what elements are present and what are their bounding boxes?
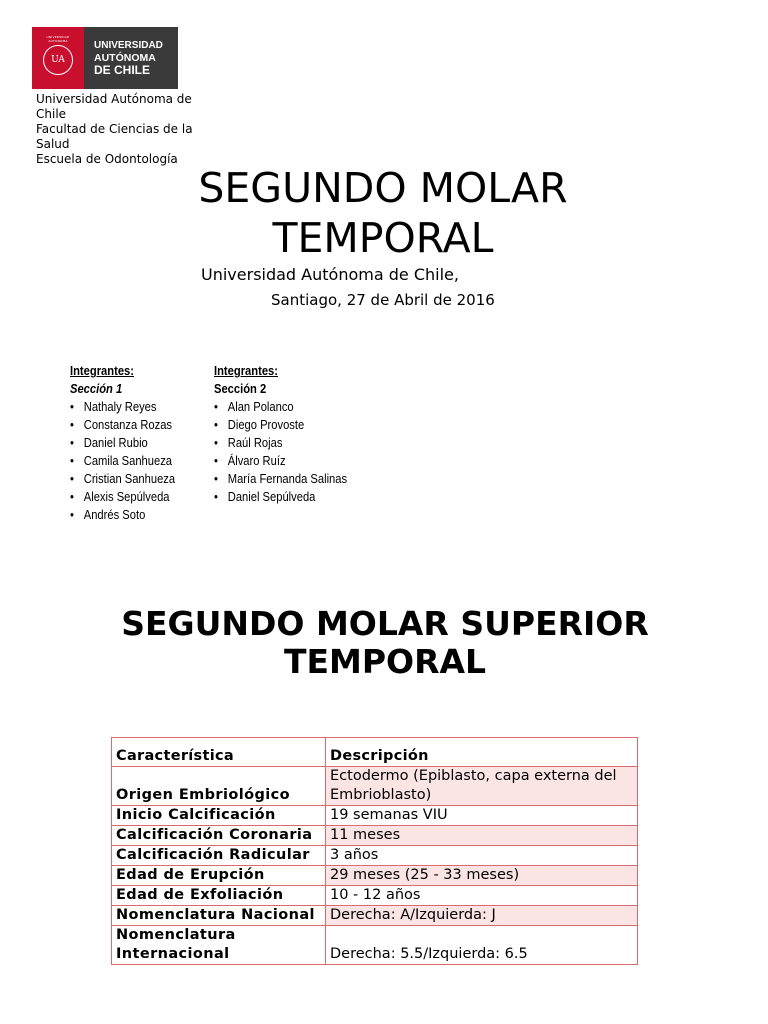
logo-tagline: UNIVERSIDAD AUTONOMA xyxy=(46,35,70,43)
column-header: Descripción xyxy=(326,738,638,767)
document-title: SEGUNDO MOLAR TEMPORAL xyxy=(198,164,568,262)
table-cell-value: 10 - 12 años xyxy=(326,886,638,906)
member-item: • Constanza Rozas xyxy=(70,416,175,434)
member-item: • Álvaro Ruíz xyxy=(214,452,347,470)
member-list xyxy=(214,398,347,506)
member-item: • Cristian Sanhueza xyxy=(70,470,175,488)
logo-emblem xyxy=(32,27,84,89)
table-cell-key: Nomenclatura Internacional xyxy=(112,926,326,965)
table-cell-key: Calcificación Coronaria xyxy=(112,826,326,846)
member-item: • Alan Polanco xyxy=(214,398,347,416)
table-row xyxy=(112,826,638,846)
table-row xyxy=(112,806,638,826)
member-item: • Andrés Soto xyxy=(70,506,175,524)
table-cell-key: Edad de Exfoliación xyxy=(112,886,326,906)
table-cell-key: Calcificación Radicular xyxy=(112,846,326,866)
table-cell-value: Derecha: 5.5/Izquierda: 6.5 xyxy=(326,926,638,965)
member-item: • Daniel Rubio xyxy=(70,434,175,452)
table-row xyxy=(112,926,638,965)
table-cell-value: 19 semanas VIU xyxy=(326,806,638,826)
member-item: • Diego Provoste xyxy=(214,416,347,434)
table-cell-value: Ectodermo (Epiblasto, capa externa del Embrioblasto) xyxy=(326,767,638,806)
section-2-members xyxy=(214,362,347,506)
table-cell-value: Derecha: A/Izquierda: J xyxy=(326,906,638,926)
section-1-members xyxy=(70,362,175,524)
table-cell-key: Edad de Erupción xyxy=(112,866,326,886)
member-item: • Daniel Sepúlveda xyxy=(214,488,347,506)
table-cell-value: 3 años xyxy=(326,846,638,866)
characteristics-table xyxy=(111,737,638,965)
column-header: Característica xyxy=(112,738,326,767)
table-header-row xyxy=(112,738,638,767)
logo-seal: UA xyxy=(43,45,73,75)
table-row xyxy=(112,767,638,806)
table-cell-key: Origen Embriológico xyxy=(112,767,326,806)
member-list xyxy=(70,398,175,524)
member-item: • Alexis Sepúlveda xyxy=(70,488,175,506)
members-header: Integrantes: xyxy=(214,363,278,378)
member-item: • Camila Sanhueza xyxy=(70,452,175,470)
document-date: Santiago, 27 de Abril de 2016 xyxy=(271,291,495,309)
member-item: • María Fernanda Salinas xyxy=(214,470,347,488)
section-name: Sección 1 xyxy=(70,381,123,396)
table-row xyxy=(112,886,638,906)
affiliation-faculty: Facultad de Ciencias de la Salud xyxy=(36,122,193,151)
section-name: Sección 2 xyxy=(214,381,267,396)
table-cell-key: Nomenclatura Nacional xyxy=(112,906,326,926)
logo-line-1: UNIVERSIDAD xyxy=(94,40,163,51)
member-item: • Raúl Rojas xyxy=(214,434,347,452)
university-logo xyxy=(32,27,178,89)
table-cell-key: Inicio Calcificación xyxy=(112,806,326,826)
document-place: Universidad Autónoma de Chile, xyxy=(201,265,459,284)
affiliation-university: Universidad Autónoma de Chile xyxy=(36,92,192,121)
table-cell-value: 11 meses xyxy=(326,826,638,846)
logo-line-3: DE CHILE xyxy=(94,63,151,77)
table-row xyxy=(112,866,638,886)
table-cell-value: 29 meses (25 - 33 meses) xyxy=(326,866,638,886)
table-row xyxy=(112,906,638,926)
member-item: • Nathaly Reyes xyxy=(70,398,175,416)
section-title: SEGUNDO MOLAR SUPERIOR TEMPORAL xyxy=(121,604,649,681)
table-row xyxy=(112,846,638,866)
logo-wordmark xyxy=(84,27,178,89)
logo-line-2: AUTÓNOMA xyxy=(94,52,156,64)
affiliation-school: Escuela de Odontología xyxy=(36,152,178,166)
members-header: Integrantes: xyxy=(70,363,134,378)
affiliation-block xyxy=(36,92,216,167)
